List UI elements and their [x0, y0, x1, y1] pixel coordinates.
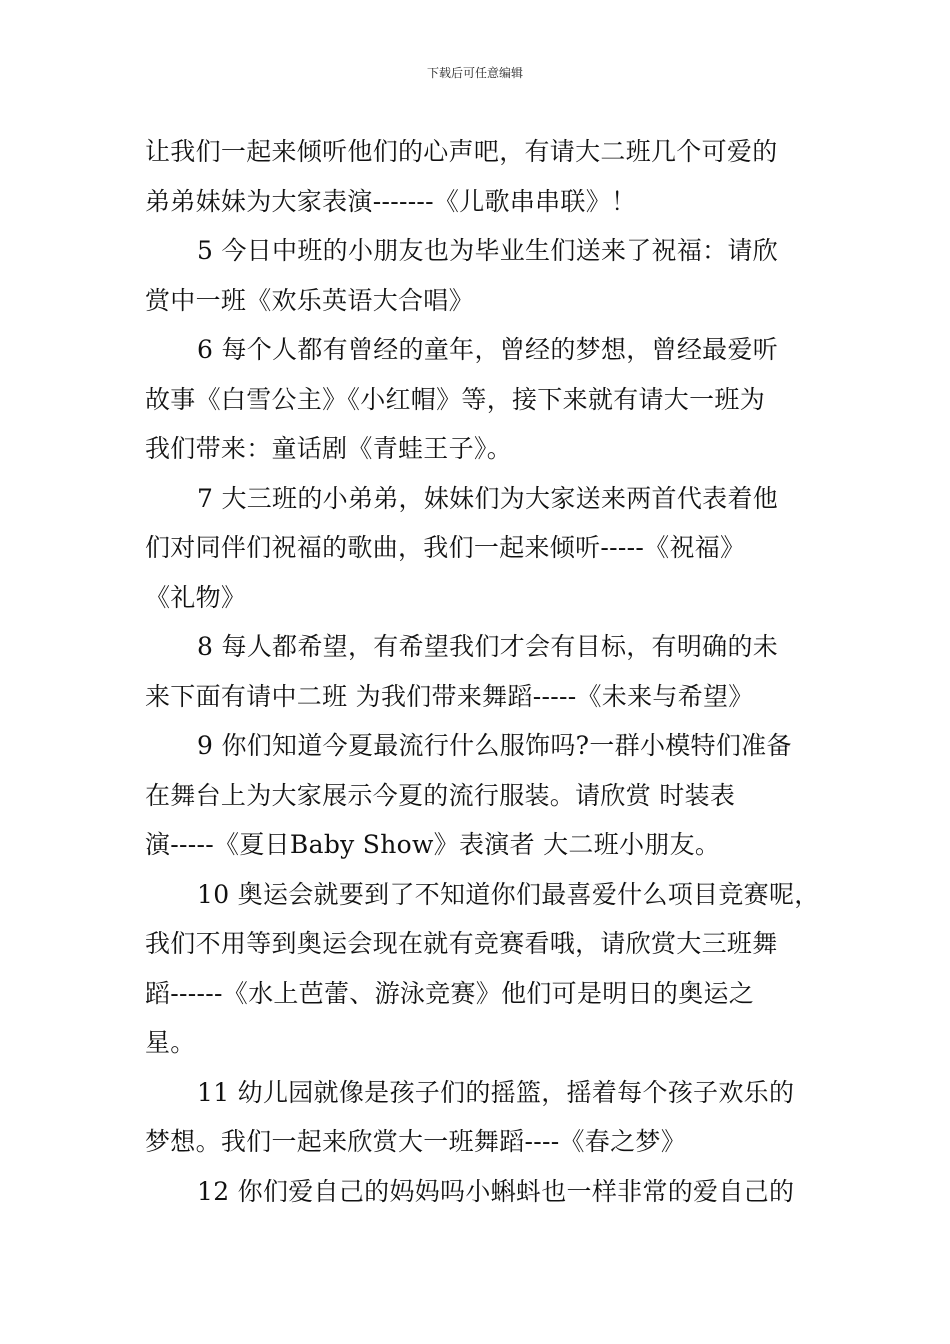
text-line: 来下面有请中二班 为我们带来舞蹈-----《未来与希望》 [145, 681, 754, 711]
text-line: 5 今日中班的小朋友也为毕业生们送来了祝福：请欣 [197, 236, 779, 265]
text-line: 12 你们爱自己的妈妈吗小蝌蚪也一样非常的爱自己的 [197, 1176, 795, 1206]
page-header-note: 下载后可任意编辑 [426, 66, 523, 80]
text-line: 8 每人都希望，有希望我们才会有目标，有明确的未 [197, 632, 779, 661]
text-line: 我们带来：童话剧《青蛙王子》。 [145, 434, 513, 463]
text-line: 让我们一起来倾听他们的心声吧，有请大二班几个可爱的 [145, 137, 778, 166]
text-line: 我们不用等到奥运会现在就有竞赛看哦，请欣赏大三班舞 [145, 929, 778, 958]
text-line: 11 幼儿园就像是孩子们的摇篮，摇着每个孩子欢乐的 [197, 1077, 795, 1107]
text-line: 演-----《夏日Baby Show》表演者 大二班小朋友。 [145, 830, 721, 859]
text-line: 故事《白雪公主》《小红帽》等，接下来就有请大一班为 [145, 384, 766, 414]
text-line: 弟弟妹妹为大家表演-------《儿歌串串联》！ [145, 186, 637, 216]
text-line: 6 每个人都有曾经的童年，曾经的梦想，曾经最爱听 [197, 335, 779, 364]
text-line: 们对同伴们祝福的歌曲，我们一起来倾听-----《祝福》 [145, 533, 746, 562]
text-line: 赏中一班《欢乐英语大合唱》 [145, 285, 474, 315]
text-line: 10 奥运会就要到了不知道你们最喜爱什么项目竞赛呢， [197, 879, 820, 909]
text-line: 在舞台上为大家展示今夏的流行服装。请欣赏 时装表 [145, 780, 736, 810]
text-line: 7 大三班的小弟弟，妹妹们为大家送来两首代表着他 [197, 483, 779, 513]
text-line: 星。 [145, 1028, 196, 1057]
text-line: 《礼物》 [145, 582, 247, 612]
text-line: 蹈------《水上芭蕾、游泳竞赛》他们可是明日的奥运之 [145, 978, 755, 1008]
text-line: 9 你们知道今夏最流行什么服饰吗?一群小模特们准备 [197, 731, 792, 760]
document-body [145, 127, 825, 1216]
text-line: 梦想。我们一起来欣赏大一班舞蹈----《春之梦》 [145, 1127, 686, 1156]
